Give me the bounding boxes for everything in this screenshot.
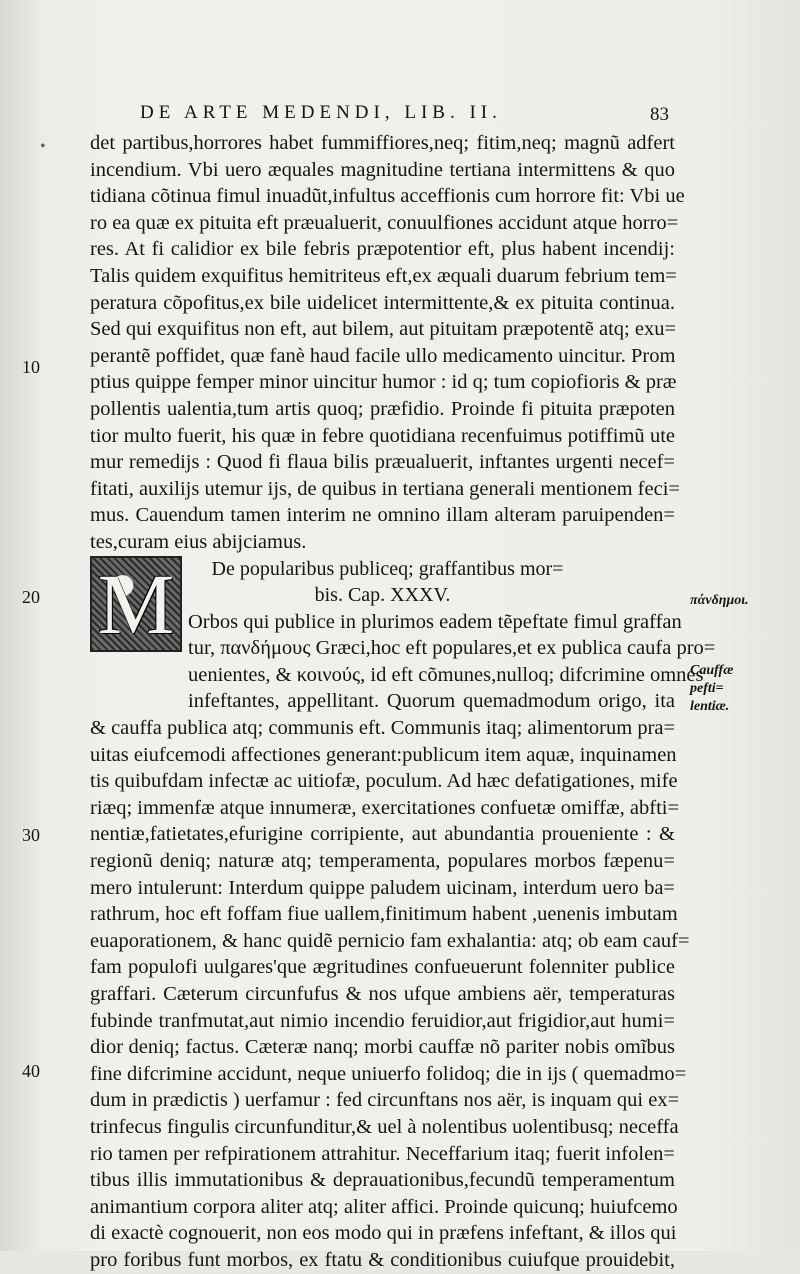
paragraph-bottom bbox=[90, 715, 690, 1273]
corner-mark: • bbox=[40, 138, 46, 155]
text-line: res. At fi calidior ex bile febris præpotentior eft, plus habent incendij: bbox=[90, 238, 675, 261]
text-line: Sed qui exquifitus non eft, aut bilem, aut pituitam præpotentẽ atq; exu= bbox=[90, 318, 677, 341]
text-line: nentiæ,fatietates,efurigine corripiente, aut abundantia proueniente : & bbox=[90, 823, 675, 846]
text-line: mur remedijs : Quod fi flaua bilis præualuerit, inftantes urgenti necef= bbox=[90, 451, 675, 474]
text-line: trinfecus fingulis circunfunditur,& uel à nolentibus uolentibusq; neceffa bbox=[90, 1115, 679, 1138]
text-line: det partibus,horrores habet fummiffiores,neq; fitim,neq; magnũ adfert bbox=[90, 132, 675, 154]
running-header bbox=[140, 102, 680, 124]
text-line: infeftantes, appellitant. Quorum quemadmodum origo, ita bbox=[188, 690, 675, 713]
text-line: fitati, auxilijs utemur ijs, de quibus in tertiana generali mentionem feci= bbox=[90, 477, 680, 500]
text-line: tis quibufdam infectæ ac uitiofæ, poculum. Ad hæc defatigationes, mife bbox=[90, 770, 678, 793]
marginal-note-greek: πάνδημοι. bbox=[690, 593, 749, 608]
text-line: pollentis ualentia,tum artis quoq; præfidio. Proinde fi pituita præpoten bbox=[90, 397, 675, 420]
line-number: 20 bbox=[22, 587, 40, 607]
text-line: graffari. Cæterum circunfufus & nos ufque ambiens aër, temperaturas bbox=[90, 983, 675, 1005]
text-line: fam populofi uulgares'que ægritudines confueuerunt folenniter publice bbox=[90, 956, 675, 979]
text-line: peratura cõpofitus,ex bile uidelicet intermittente,& ex pituita continua. bbox=[90, 291, 675, 314]
text-line: pro foribus funt morbos, ex ftatu & conditionibus cuiufque prouidebit, bbox=[90, 1248, 675, 1271]
line-number: 40 bbox=[22, 1061, 40, 1081]
text-line: uenientes, & κοινούς, id eft cõmunes,nulloq; difcrimine omnes bbox=[188, 663, 704, 686]
text-line: tibus illis immutationibus & deprauationibus,fecundũ temperamentum bbox=[90, 1169, 675, 1192]
text-line: & cauffa publica atq; communis eft. Communis itaq; alimentorum pra= bbox=[90, 717, 676, 740]
marginal-note-causes: Cauffæ pefti= lentiæ. bbox=[690, 663, 734, 714]
chapter-heading-line: De popularibus publiceq; graffantibus mor= bbox=[211, 557, 564, 580]
text-line: mus. Cauendum tamen interim ne omnino illam alteram paruipenden= bbox=[90, 504, 675, 527]
running-title: DE ARTE MEDENDI, LIB. II. bbox=[140, 102, 502, 123]
text-line: perantẽ poffidet, quæ fanè haud facile ullo medicamento uincitur. Prom bbox=[90, 344, 676, 367]
decorated-initial-m: M bbox=[90, 556, 182, 652]
page-number: 83 bbox=[650, 104, 669, 125]
text-line: rio tamen per refpirationem attrahitur. Neceffarium itaq; fuerit infolen= bbox=[90, 1142, 675, 1165]
text-line: ptius quippe femper minor uincitur humor : id q; tum copiofioris & præ bbox=[90, 371, 677, 394]
line-number: 10 bbox=[22, 357, 40, 377]
chapter-heading-line: bis. Cap. XXXV. bbox=[314, 584, 451, 607]
text-line: incendium. Vbi uero æquales magnitudine tertiana intermittens & quo bbox=[90, 158, 675, 181]
text-line: riæq; immenfæ atque innumeræ, exercitationes confuetæ omiffæ, abfti= bbox=[90, 796, 680, 819]
text-line: mero intulerunt: Interdum quippe paludem uicinam, interdum uero ba= bbox=[90, 876, 675, 899]
text-line: animantium corpora aliter atq; aliter affici. Proinde quicunq; huiufcemo bbox=[90, 1195, 678, 1218]
text-line: tur, πανδήμους Græci,hoc eft populares,et ex publica caufa pro= bbox=[188, 637, 716, 660]
text-line: tidiana cõtinua fimul inuadũt,infultus acceffionis cum horrore fit: Vbi ue bbox=[90, 185, 685, 208]
text-line: di exactè cognouerit, non eos modo qui in præfens infeftant, & illos qui bbox=[90, 1222, 677, 1245]
text-line: regionũ deniq; naturæ atq; temperamenta, populares morbos fæpenu= bbox=[90, 850, 675, 873]
text-line: tes,curam eius abijciamus. bbox=[90, 530, 307, 553]
text-line: dum in prædictis ) uerfamur : fed circunftans nos aër, is inquam qui ex= bbox=[90, 1089, 680, 1112]
text-line: dior deniq; factus. Cæteræ nanq; morbi cauffæ nõ pariter nobis omĩbus bbox=[90, 1036, 675, 1059]
text-line: Orbos qui publice in plurimos eadem tẽpeftate fimul graffan bbox=[188, 610, 682, 633]
text-line: rathrum, hoc eft foffam fiue uallem,finitimum habent ,uenenis imbutam bbox=[90, 903, 678, 926]
text-line: euaporationem, & hanc quidẽ pernicio fam exhalantia: atq; ob eam cauf= bbox=[90, 929, 690, 952]
text-line: fine difcrimine accidunt, neque uniuerfo folidoq; die in ijs ( quemadmo= bbox=[90, 1062, 687, 1085]
line-number: 30 bbox=[22, 825, 40, 845]
text-line: ro ea quæ ex pituita eft præualuerit, conuulfiones accidunt atque horro= bbox=[90, 211, 679, 234]
text-line: fubinde tranfmutat,aut nimio incendio feruidior,aut frigidior,aut humi= bbox=[90, 1009, 675, 1032]
text-line: tior multo fuerit, his quæ in febre quotidiana recenfuimus potiffimũ ute bbox=[90, 424, 675, 447]
text-line: Talis quidem exquifitus hemitriteus eft,ex æquali duarum febrium tem= bbox=[90, 264, 677, 287]
paragraph-top bbox=[90, 130, 685, 556]
text-line: uitas eiufcemodi affectiones generant:publicum item aquæ, inquinamen bbox=[90, 743, 677, 766]
